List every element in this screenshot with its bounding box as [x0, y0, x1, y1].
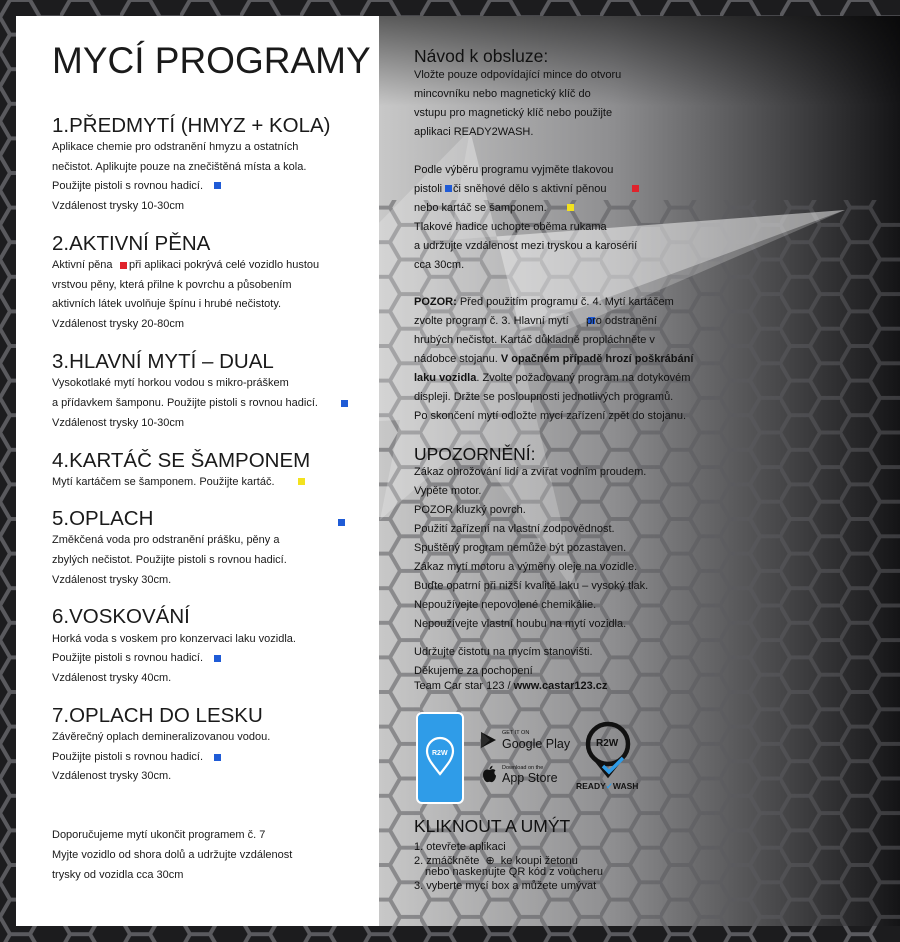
warning-line: pro odstranění: [586, 315, 657, 327]
program-line: Použijte pistoli s rovnou hadicí.: [52, 751, 204, 763]
program-line: Vzdálenost trysky 30cm.: [52, 574, 172, 586]
manual-title: Návod k obsluze:: [414, 46, 549, 66]
website-link[interactable]: www.castar123.cz: [513, 680, 608, 692]
manual-line: aplikaci READY2WASH.: [414, 126, 534, 138]
program-heading-4: 4.KARTÁČ SE ŠAMPONEM: [52, 449, 311, 472]
notice-line: POZOR kluzký povrch.: [414, 504, 526, 516]
notice-line: Použití zařízení na vlastní zodpovědnost.: [414, 523, 615, 535]
program-line: Horká voda s voskem pro konzervaci laku vozidla.: [52, 633, 296, 645]
clean-line: Udržujte čistotu na mycím stanovišti.: [414, 646, 593, 658]
yellow-marker-icon: [298, 478, 305, 485]
blue-marker-icon: [214, 182, 221, 189]
team-name: Team Car star 123 /: [414, 680, 514, 692]
step-text: 2. zmáčkněte: [414, 855, 480, 867]
choice-line: a udržujte vzdálenost mezi tryskou a karosérií: [414, 240, 638, 252]
thanks-line: Děkujeme za pochopení: [414, 665, 533, 677]
warning-line: [414, 353, 693, 365]
choice-line: nebo kartáč se šamponem.: [414, 202, 547, 214]
warning-line: displeji. Držte se posloupnosti jednotlivých programů.: [414, 391, 674, 403]
choice-line: pistoli: [414, 183, 443, 195]
notice-title: UPOZORNĚNÍ:: [414, 444, 536, 464]
program-line: Závěrečný oplach demineralizovanou vodou.: [52, 731, 271, 743]
program-heading-5: 5.OPLACH: [52, 507, 154, 530]
google-play-small: GET IT ON: [502, 730, 530, 736]
brand-part: READY: [576, 781, 606, 791]
blue-marker-icon: [341, 400, 348, 407]
step-2-cont: nebo naskenujte QR kód z voucheru: [425, 866, 603, 878]
manual-line: vstupu pro magnetický klíč nebo použijte: [414, 107, 613, 119]
program-heading-7: 7.OPLACH DO LESKU: [52, 704, 263, 727]
click-title: KLIKNOUT A UMÝT: [414, 816, 571, 836]
notice-line: Vypěte motor.: [414, 485, 482, 497]
program-line: Vzdálenost trysky 20-80cm: [52, 318, 185, 330]
program-line: nečistot. Aplikujte pouze na znečištěná místa a kola.: [52, 161, 307, 173]
app-store-label[interactable]: App Store: [502, 771, 558, 785]
program-heading-6: 6.VOSKOVÁNÍ: [52, 605, 190, 628]
program-line: Mytí kartáčem se šamponem. Použijte kartáč.: [52, 476, 275, 488]
step-3: 3. vyberte mycí box a můžete umývat: [414, 880, 597, 892]
program-heading-1: 1.PŘEDMYTÍ (HMYZ + KOLA): [52, 114, 331, 137]
blue-marker-icon: [445, 185, 452, 192]
team-line: [414, 680, 607, 692]
footer-line: Doporučujeme mytí ukončit programem č. 7: [52, 829, 266, 841]
program-line: aktivních látek uvolňuje špínu i hrubé nečistoty.: [52, 298, 282, 310]
choice-line: Podle výběru programu vyjměte tlakovou: [414, 164, 614, 176]
program-line: Vysokotlaké mytí horkou vodou s mikro-práškem: [52, 377, 289, 389]
plus-circle-icon: ⊕: [485, 855, 495, 867]
footer-line: trysky od vozidla cca 30cm: [52, 869, 184, 881]
warning-line: [414, 372, 690, 384]
step-text: ke koupi žetonu: [500, 855, 578, 867]
manual-line: mincovníku nebo magnetický klíč do: [414, 88, 591, 100]
program-heading-3: 3.HLAVNÍ MYTÍ – DUAL: [52, 350, 274, 373]
footer-line: Myjte vozidlo od shora dolů a udržujte vzdálenost: [52, 849, 293, 861]
choice-line: či sněhové dělo s aktivní pěnou: [453, 183, 607, 195]
yellow-marker-icon: [567, 204, 574, 211]
google-play-label[interactable]: Google Play: [502, 737, 571, 751]
warning-bold-text: V opačném případě hrozí poškrábání: [500, 353, 694, 365]
program-heading-2: 2.AKTIVNÍ PĚNA: [52, 232, 211, 255]
program-line: Vzdálenost trysky 40cm.: [52, 672, 172, 684]
program-line: vrstvou pěny, která přilne k povrchu a působením: [52, 279, 292, 291]
google-play-icon: [480, 731, 497, 749]
program-line: Změkčená voda pro odstranění prášku, pěny a: [52, 534, 280, 546]
apple-icon: [482, 765, 497, 783]
warning-text: nádobce stojanu.: [414, 353, 498, 365]
program-line: Aktivní pěna: [52, 259, 113, 271]
warning-text: Před použitím programu č. 4. Mytí kartáčem: [459, 296, 674, 308]
blue-marker-icon: [338, 519, 345, 526]
warning-bold-text: laku vozidla: [414, 372, 477, 384]
notice-line: Nepoužívejte nepovolené chemikálie.: [414, 599, 597, 611]
warning-line: zvolte program č. 3. Hlavní mytí: [414, 315, 569, 327]
warning-line: hrubých nečistot. Kartáč důkladně propláchněte v: [414, 334, 655, 346]
warning-line: Po skončení mytí odložte mycí zařízení zpět do stojanu.: [414, 410, 687, 422]
program-line: Použijte pistoli s rovnou hadicí.: [52, 180, 204, 192]
notice-line: Nepoužívejte vlastní houbu na mytí vozidla.: [414, 618, 627, 630]
brand-part: WASH: [612, 781, 639, 791]
red-marker-icon: [632, 185, 639, 192]
step-1: 1. otevřete aplikaci: [414, 841, 506, 853]
app-store-small: Download on the: [502, 765, 544, 771]
program-line: Vzdálenost trysky 10-30cm: [52, 200, 185, 212]
notice-line: Zákaz ohrožování lidí a zvířat vodním proudem.: [414, 466, 647, 478]
choice-line: cca 30cm.: [414, 259, 465, 271]
warning-label: POZOR:: [414, 296, 457, 308]
notice-line: Buďte opatrní při nižší kvalitě laku – vysoký tlak.: [414, 580, 649, 592]
program-line: a přídavkem šamponu. Použijte pistoli s rovnou hadicí.: [52, 397, 318, 409]
program-line: zbylých nečistot. Použijte pistoli s rovnou hadicí.: [52, 554, 287, 566]
red-marker-icon: [120, 262, 127, 269]
r2w-logo-text: R2W: [596, 738, 619, 749]
page-title: MYCÍ PROGRAMY: [52, 40, 371, 81]
program-line: Vzdálenost trysky 30cm.: [52, 770, 172, 782]
warning-line: [414, 296, 674, 308]
notice-line: Zákaz mytí motoru a výměny oleje na vozidle.: [414, 561, 638, 573]
ready2wash-logo-icon: [583, 719, 633, 779]
warning-text: . Zvolte požadovaný program na dotykovém: [476, 372, 691, 384]
notice-line: Spuštěný program nemůže být pozastaven.: [414, 542, 627, 554]
program-line: Použijte pistoli s rovnou hadicí.: [52, 652, 204, 664]
blue-marker-icon: [214, 655, 221, 662]
program-line: Aplikace chemie pro odstranění hmyzu a ostatních: [52, 141, 299, 153]
choice-line: Tlakové hadice uchopte oběma rukama: [414, 221, 607, 233]
program-line: při aplikaci pokrývá celé vozidlo hustou: [129, 259, 320, 271]
manual-line: Vložte pouze odpovídající mince do otvoru: [414, 69, 622, 81]
blue-marker-icon: [214, 754, 221, 761]
brand-name: READY✓WASH: [576, 781, 639, 791]
phone-logo-text: R2W: [432, 750, 448, 757]
program-line: Vzdálenost trysky 10-30cm: [52, 417, 185, 429]
